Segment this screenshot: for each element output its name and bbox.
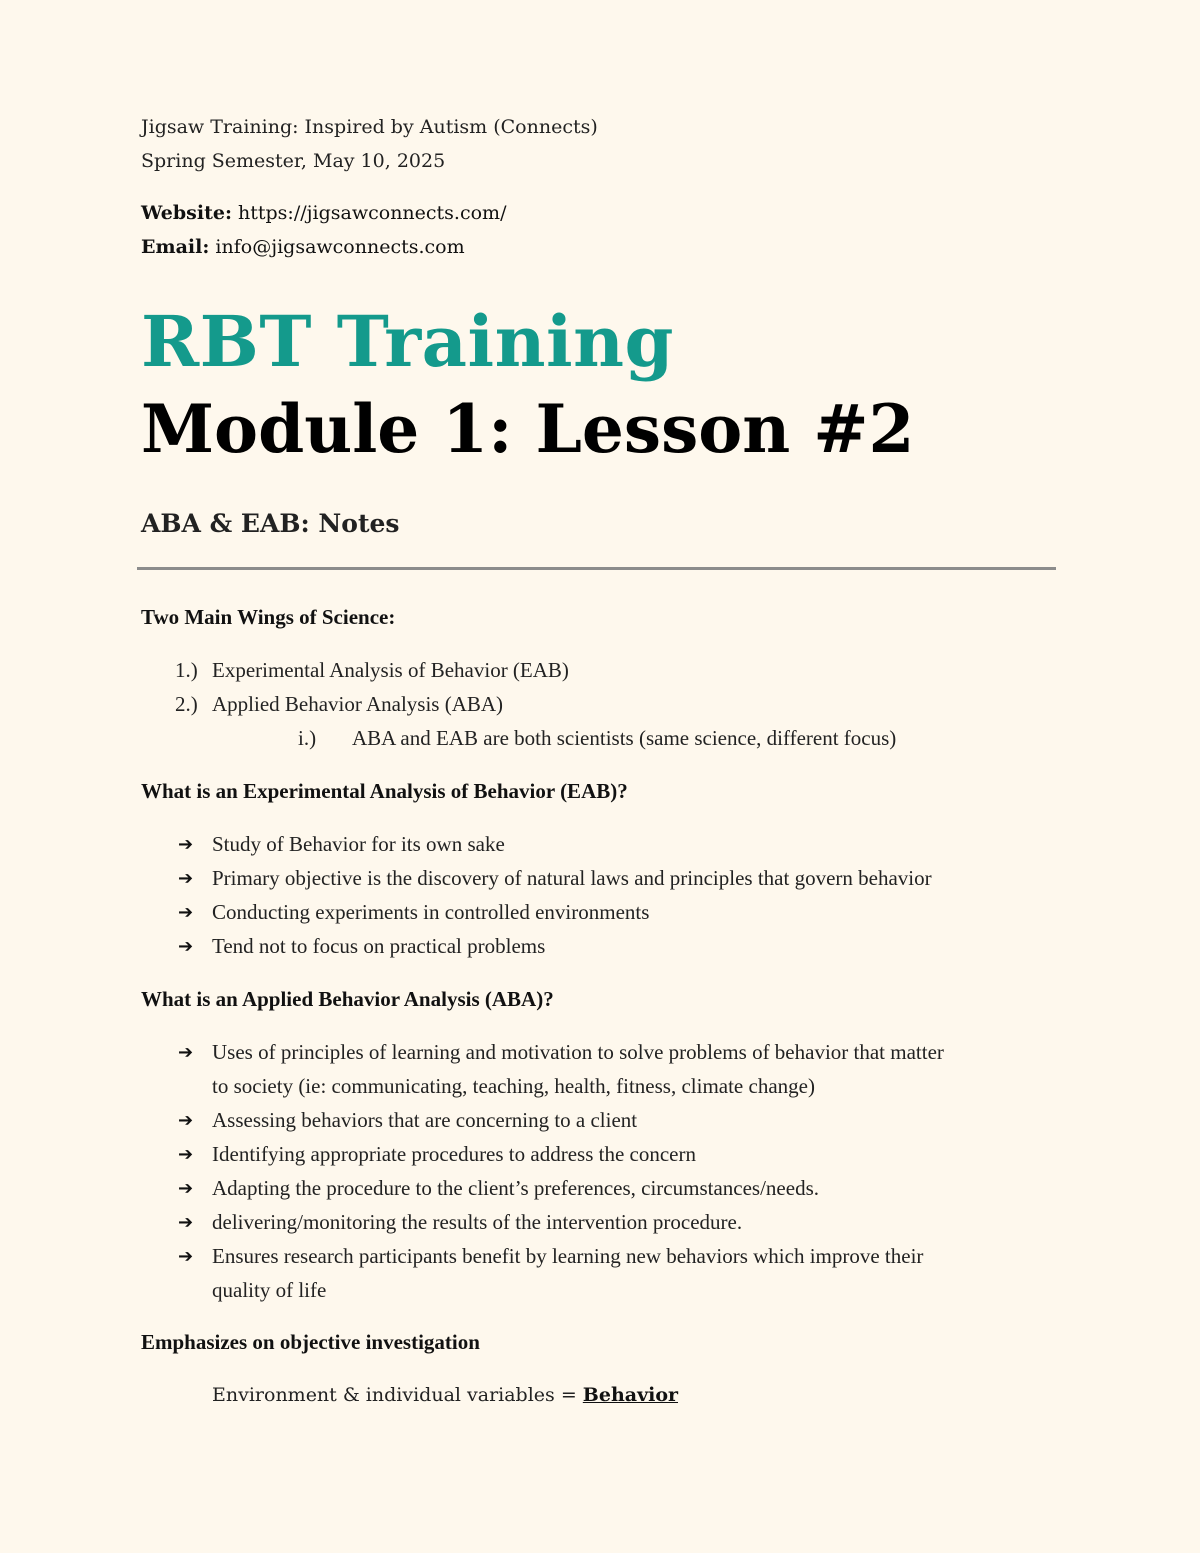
list-item: Ensures research participants benefit by learning new behaviors which improve their [212, 1244, 924, 1268]
section-heading-wings: Two Main Wings of Science: [141, 605, 396, 629]
org-title: Jigsaw Training: Inspired by Autism (Connects) [141, 116, 598, 138]
list-item: Tend not to focus on practical problems [212, 934, 546, 958]
email-link[interactable]: info@jigsawconnects.com [215, 236, 465, 258]
website-link[interactable]: https://jigsawconnects.com/ [238, 202, 507, 224]
list-marker: 2.) [175, 692, 198, 716]
section-heading-eab: What is an Experimental Analysis of Behavior (EAB)? [141, 779, 628, 803]
main-title: RBT Training [141, 300, 674, 383]
divider [137, 567, 1056, 570]
subtitle: ABA & EAB: Notes [141, 509, 400, 538]
website-line [141, 202, 506, 224]
list-item-continuation: quality of life [212, 1278, 327, 1302]
right-arrow-icon: ➔ [178, 1246, 194, 1267]
section-heading-aba: What is an Applied Behavior Analysis (ABA)? [141, 987, 554, 1011]
email-label: Email: [141, 236, 210, 258]
behavior-formula [212, 1384, 678, 1406]
list-item: Applied Behavior Analysis (ABA) [212, 692, 504, 716]
list-item: Adapting the procedure to the client’s preferences, circumstances/needs. [212, 1176, 820, 1200]
sublist-marker: i.) [298, 726, 317, 750]
right-arrow-icon: ➔ [178, 1212, 194, 1233]
email-line [141, 236, 465, 258]
list-item: Study of Behavior for its own sake [212, 832, 505, 856]
list-item: Identifying appropriate procedures to address the concern [212, 1142, 696, 1166]
list-item: Experimental Analysis of Behavior (EAB) [212, 658, 569, 682]
right-arrow-icon: ➔ [178, 1178, 194, 1199]
right-arrow-icon: ➔ [178, 868, 194, 889]
list-item: Conducting experiments in controlled environments [212, 900, 650, 924]
website-label: Website: [141, 202, 232, 224]
right-arrow-icon: ➔ [178, 834, 194, 855]
section-heading-objective: Emphasizes on objective investigation [141, 1330, 480, 1354]
right-arrow-icon: ➔ [178, 1144, 194, 1165]
right-arrow-icon: ➔ [178, 936, 194, 957]
list-item: delivering/monitoring the results of the intervention procedure. [212, 1210, 743, 1234]
right-arrow-icon: ➔ [178, 1110, 194, 1131]
list-item: Uses of principles of learning and motivation to solve problems of behavior that matter [212, 1040, 944, 1064]
list-marker: 1.) [175, 658, 198, 682]
module-title: Module 1: Lesson #2 [141, 390, 915, 468]
formula-result: Behavior [582, 1384, 679, 1406]
list-item-continuation: to society (ie: communicating, teaching, health, fitness, climate change) [212, 1074, 815, 1098]
semester-date: Spring Semester, May 10, 2025 [141, 150, 446, 172]
list-item: Primary objective is the discovery of natural laws and principles that govern behavior [212, 866, 932, 890]
right-arrow-icon: ➔ [178, 1042, 194, 1063]
formula-left: Environment & individual variables = [212, 1384, 583, 1406]
sublist-item: ABA and EAB are both scientists (same science, different focus) [352, 726, 897, 750]
list-item: Assessing behaviors that are concerning to a client [212, 1108, 638, 1132]
right-arrow-icon: ➔ [178, 902, 194, 923]
